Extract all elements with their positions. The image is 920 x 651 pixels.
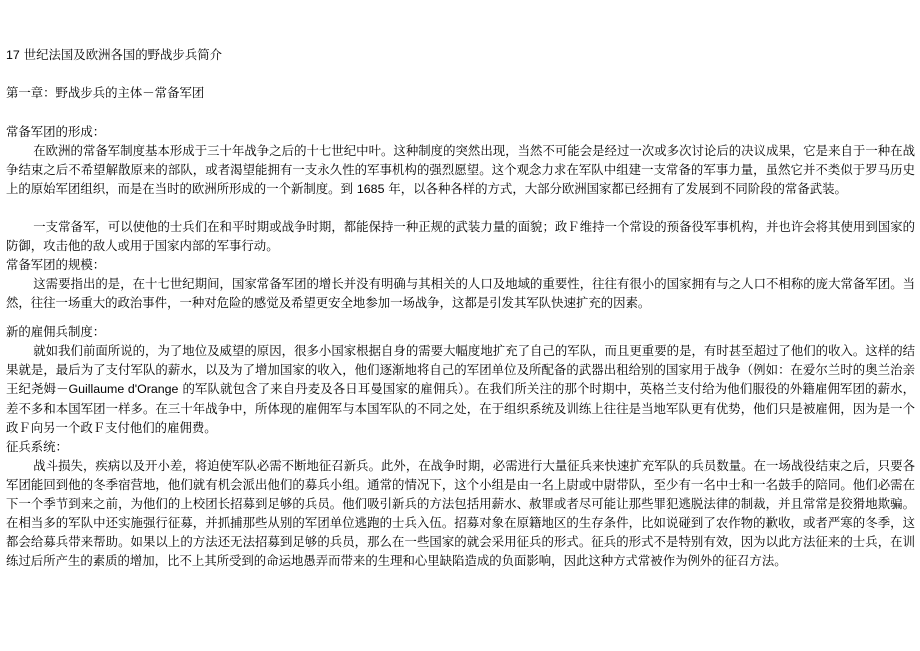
paragraph-formation-1: 在欧洲的常备军制度基本形成于三十年战争之后的十七世纪中叶。这种制度的突然出现，当然不可能会是经过一次或多次讨论后的决议成果，它是来自于一种在战争结束之后不希望解散原来的部队，或者渴望能拥有一支永久性的军事机构的强烈愿望。这个观念力求在军队中组建一支常备的军事力量，虽然它并不类似于罗马历史上的原始军团组织，而是在当时的欧洲所形成的一个新制度。到 1685 年，以各种各样的方式，大部分欧洲国家都已经拥有了发展到不同阶段的常备武装。 bbox=[6, 143, 915, 196]
guillaume-name: Guillaume d'Orange bbox=[68, 382, 179, 396]
title-text: 世纪法国及欧洲各国的野战步兵简介 bbox=[19, 47, 222, 62]
doc-title bbox=[6, 45, 915, 65]
year-1685: 1685 bbox=[356, 182, 385, 196]
paragraph-formation-2: 一支常备军，可以使他的士兵们在和平时期或战争时期，都能保持一种正规的武装力量的面貌；政Ｆ维持一个常设的预备役军事机构，并也许会将其使用到国家的防御，攻击他的敌人或用于国家内部的军事行动。 bbox=[6, 219, 915, 253]
title-number: 17 bbox=[6, 48, 20, 62]
section-heading-mercenary: 新的雇佣兵制度： bbox=[6, 324, 106, 339]
paragraph-mercenary-1: 就如我们前面所说的，为了地位及威望的原因，很多小国家根据自身的需要大幅度地扩充了自己的军队，而且更重要的是，有时甚至超过了他们的收入。这样的结果就是，最后为了支付军队的薪水，以及为了增加国家的收入，他们逐渐地将自己的军团单位及所配备的武器出租给别的国家用于战争（例如：在爱尔兰时的奥兰治亲王纪尧姆－Guillaume d'Orange 的军队就包含了来自丹麦及各日耳曼国家的雇佣兵）。在我们所关注的那个时期中，英格兰支付给为他们服役的外籍雇佣军团的薪水，差不多和本国军团一样多。在三十年战争中，所体现的雇佣军与本国军队的不同之处，在于组织系统及训练上往往是当地军队更有优势，他们只是被雇佣，因为是一个政Ｆ向另一个政Ｆ支付他们的雇佣费。 bbox=[6, 343, 916, 435]
paragraph-scale-1: 这需要指出的是，在十七世纪期间，国家常备军团的增长并没有明确与其相关的人口及地域的重要性，往往有很小的国家拥有与之人口不相称的庞大常备军团。当然，往往一场重大的政治事件，一种对危险的感觉及希望更安全地参加一场战争，这都是引发其军队快速扩充的因素。 bbox=[6, 276, 915, 310]
paragraph-conscription-1: 战斗损失，疾病以及开小差，将迫使军队必需不断地征召新兵。此外，在战争时期，必需进行大量征兵来快速扩充军队的兵员数量。在一场战役结束之后，只要各军团能回到他的冬季宿营地，他们就有机会派出他们的募兵小组。通常的情况下，这个小组是由一名上尉或中尉带队，至少有一名中士和一名鼓手的陪同。他们必需在下一个季节到来之前，为他们的上校团长招募到足够的兵员。他们吸引新兵的方法包括用薪水、赦罪或者尽可能让那些罪犯逃脱法律的制裁，并且常常是狡猾地欺骗。在相当多的军队中还实施强行征募，并抓捕那些从别的军团单位逃跑的士兵入伍。招募对象在原籍地区的生存条件，比如说碰到了农作物的歉收，或者严寒的冬季，这都会给募兵带来帮助。如果以上的方法还无法招募到足够的兵员，那么在一些国家的就会采用征兵的形式。征兵的形式不是特别有效，因为以此方法征来的士兵，在训练过后所产生的素质的增加，比不上其所受到的命运地愚弄而带来的生理和心里缺陷造成的负面影响，因此这种方式常被作为例外的征召方法。 bbox=[6, 458, 915, 568]
section-heading-scale: 常备军团的规模： bbox=[6, 257, 106, 272]
section-heading-conscription: 征兵系统： bbox=[6, 439, 68, 454]
chapter-heading: 第一章：野战步兵的主体－常备军团 bbox=[6, 85, 205, 100]
section-heading-formation: 常备军团的形成： bbox=[6, 124, 106, 139]
